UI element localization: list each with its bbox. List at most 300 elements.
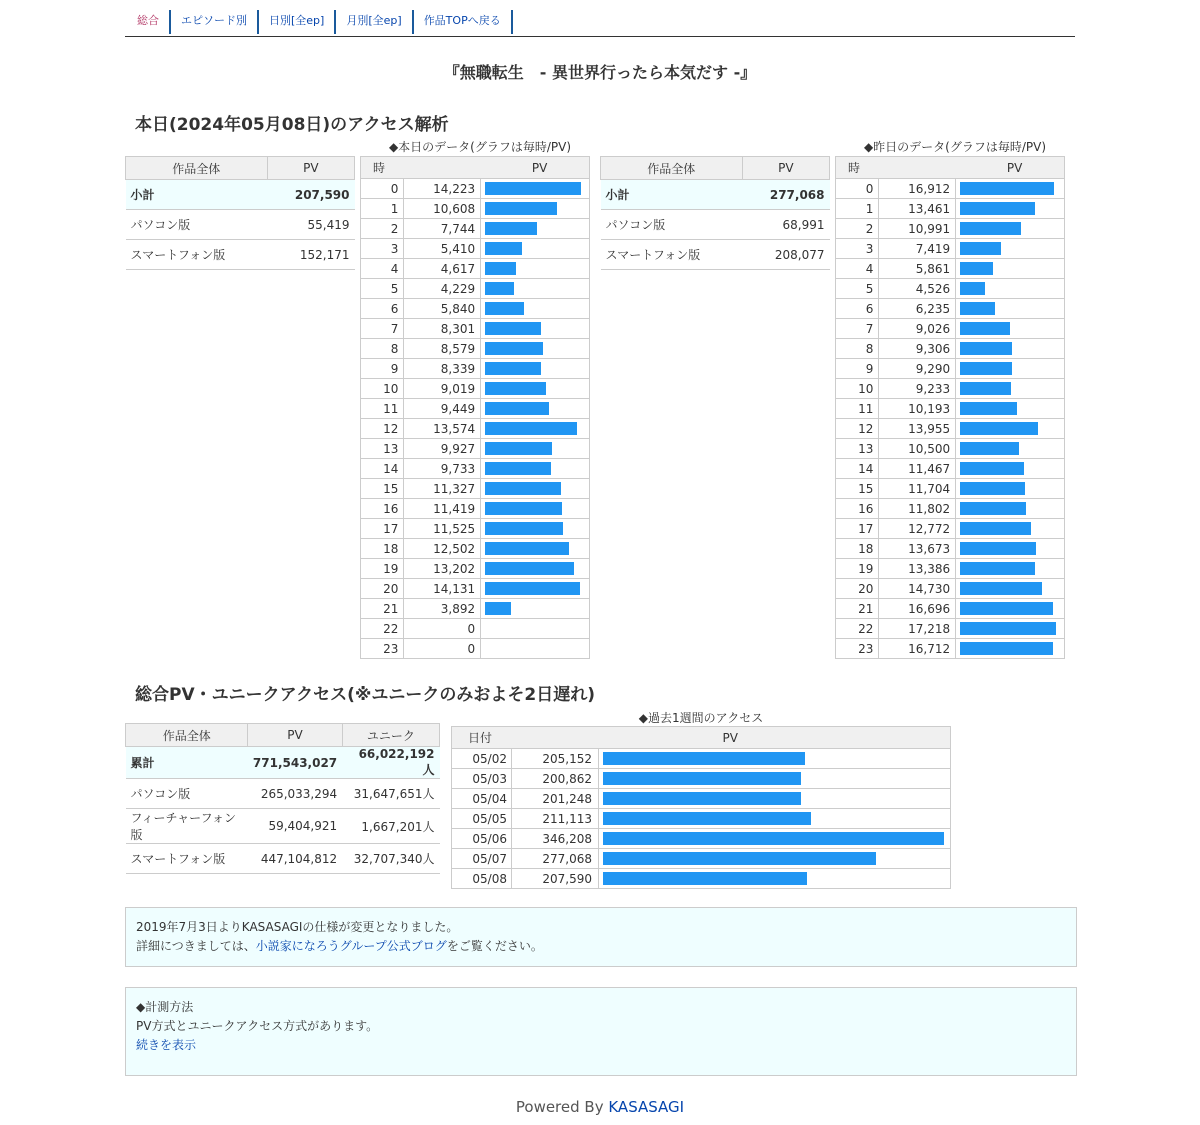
week-pv: 205,152 xyxy=(512,749,599,769)
week-header-date: 日付 xyxy=(452,727,512,749)
hour-label: 13 xyxy=(361,439,404,459)
footer xyxy=(125,1098,1075,1116)
hour-label: 23 xyxy=(361,639,404,659)
hour-bar-cell xyxy=(956,339,1065,359)
hour-bar xyxy=(485,242,522,255)
hour-bar-cell xyxy=(481,539,590,559)
hour-bar xyxy=(960,282,985,295)
hour-bar-cell xyxy=(481,499,590,519)
week-pv: 211,113 xyxy=(512,809,599,829)
hour-row xyxy=(836,459,1065,479)
today-caption: ◆本日のデータ(グラフは毎時/PV) xyxy=(388,140,572,154)
show-more-link[interactable]: 続きを表示 xyxy=(136,1038,197,1052)
week-pv: 207,590 xyxy=(512,869,599,889)
summary-row xyxy=(601,180,830,210)
hour-pv: 6,235 xyxy=(879,299,956,319)
yesterday-hourly-table xyxy=(835,156,1065,659)
hour-label: 5 xyxy=(836,279,879,299)
hour-bar-cell xyxy=(956,399,1065,419)
hour-bar xyxy=(960,542,1036,555)
nav-link[interactable]: 日別[全ep] xyxy=(269,14,325,27)
hour-pv: 16,712 xyxy=(879,639,956,659)
total-unique: 32,707,340人 xyxy=(342,844,439,874)
hour-label: 6 xyxy=(836,299,879,319)
summary-header-pv: PV xyxy=(742,157,829,180)
hour-bar xyxy=(485,182,581,195)
nav-link[interactable]: 総合 xyxy=(137,14,159,27)
total-row xyxy=(126,809,440,844)
page-title: 『無職転生 - 異世界行ったら本気だす -』 xyxy=(443,63,757,82)
week-bar xyxy=(603,852,876,865)
hour-row xyxy=(361,339,590,359)
hour-label: 21 xyxy=(361,599,404,619)
hour-bar-cell xyxy=(956,479,1065,499)
hour-bar-cell xyxy=(481,399,590,419)
hour-bar-cell xyxy=(956,459,1065,479)
summary-header-label: 作品全体 xyxy=(126,157,268,180)
hour-label: 11 xyxy=(361,399,404,419)
hour-bar xyxy=(485,542,569,555)
hour-bar xyxy=(485,382,546,395)
hour-pv: 7,419 xyxy=(879,239,956,259)
week-date: 05/08 xyxy=(452,869,512,889)
hour-pv: 9,026 xyxy=(879,319,956,339)
hour-label: 10 xyxy=(361,379,404,399)
hour-pv: 9,290 xyxy=(879,359,956,379)
week-pv: 277,068 xyxy=(512,849,599,869)
hour-label: 16 xyxy=(361,499,404,519)
hour-pv: 13,673 xyxy=(879,539,956,559)
hour-bar-cell xyxy=(481,259,590,279)
hour-label: 22 xyxy=(836,619,879,639)
hour-bar xyxy=(960,222,1021,235)
week-header-pv: PV xyxy=(512,727,951,749)
hour-pv: 0 xyxy=(404,619,481,639)
hour-row xyxy=(361,219,590,239)
hour-label: 20 xyxy=(836,579,879,599)
hour-pv: 10,608 xyxy=(404,199,481,219)
hour-bar-cell xyxy=(956,359,1065,379)
total-unique: 66,022,192人 xyxy=(342,747,439,779)
hour-bar-cell xyxy=(956,639,1065,659)
hour-row xyxy=(836,259,1065,279)
hour-pv: 8,301 xyxy=(404,319,481,339)
summary-label: パソコン版 xyxy=(126,210,268,240)
summary-label: 小計 xyxy=(601,180,743,210)
nav-list xyxy=(125,10,1075,34)
nav-link[interactable]: 作品TOPへ戻る xyxy=(423,14,501,27)
hour-bar-cell xyxy=(956,579,1065,599)
hour-pv: 7,744 xyxy=(404,219,481,239)
week-date: 05/07 xyxy=(452,849,512,869)
hour-bar-cell xyxy=(956,559,1065,579)
hour-row xyxy=(361,359,590,379)
notice-line2 xyxy=(136,937,1066,956)
hour-bar xyxy=(960,262,993,275)
hour-pv: 3,892 xyxy=(404,599,481,619)
hour-bar xyxy=(960,422,1038,435)
measurement-body: PV方式とユニークアクセス方式があります。 xyxy=(136,1019,379,1033)
hour-bar-cell xyxy=(956,419,1065,439)
week-bar xyxy=(603,792,801,805)
notice-line2-post: をご覧ください。 xyxy=(446,939,543,953)
week-pv: 201,248 xyxy=(512,789,599,809)
hour-bar xyxy=(485,202,557,215)
week-date: 05/05 xyxy=(452,809,512,829)
hour-pv: 13,202 xyxy=(404,559,481,579)
hour-bar xyxy=(960,582,1042,595)
hour-row xyxy=(836,439,1065,459)
hour-row xyxy=(361,379,590,399)
summary-pv: 68,991 xyxy=(742,210,829,240)
footer-text: Powered By xyxy=(515,1098,609,1116)
nav-item[interactable] xyxy=(137,10,171,34)
hour-row xyxy=(836,519,1065,539)
nav-item[interactable] xyxy=(181,10,259,34)
hour-pv: 11,525 xyxy=(404,519,481,539)
hour-row xyxy=(836,359,1065,379)
hour-pv: 9,449 xyxy=(404,399,481,419)
hour-label: 5 xyxy=(361,279,404,299)
hour-row xyxy=(836,619,1065,639)
total-label: パソコン版 xyxy=(126,779,248,809)
week-bar-cell xyxy=(599,789,951,809)
total-header-label: 作品全体 xyxy=(126,724,248,747)
hour-row xyxy=(836,599,1065,619)
week-bar-cell xyxy=(599,829,951,849)
hour-bar-cell xyxy=(481,279,590,299)
measurement-notice xyxy=(125,987,1077,1076)
hour-pv: 8,579 xyxy=(404,339,481,359)
hour-bar-cell xyxy=(956,539,1065,559)
hour-label: 0 xyxy=(836,179,879,199)
nav-item[interactable] xyxy=(269,10,336,34)
hour-pv: 16,912 xyxy=(879,179,956,199)
total-header-pv: PV xyxy=(248,724,342,747)
hour-pv: 14,131 xyxy=(404,579,481,599)
hour-bar-cell xyxy=(481,359,590,379)
total-label: フィーチャーフォン版 xyxy=(126,809,248,844)
week-bar xyxy=(603,832,944,845)
total-row xyxy=(126,747,440,779)
summary-pv: 208,077 xyxy=(742,240,829,270)
summary-pv: 277,068 xyxy=(742,180,829,210)
hour-row xyxy=(836,559,1065,579)
hour-pv: 8,339 xyxy=(404,359,481,379)
hour-label: 1 xyxy=(836,199,879,219)
nav-item[interactable] xyxy=(346,10,413,34)
hour-pv: 5,840 xyxy=(404,299,481,319)
hour-bar-cell xyxy=(481,519,590,539)
hour-pv: 14,223 xyxy=(404,179,481,199)
hour-pv: 9,233 xyxy=(879,379,956,399)
hour-bar xyxy=(960,402,1017,415)
hour-bar-cell xyxy=(956,379,1065,399)
kasasagi-link[interactable]: KASASAGI xyxy=(608,1098,685,1116)
pv-header: PV xyxy=(879,157,1065,179)
hour-row xyxy=(361,579,590,599)
notice-line1: 2019年7月3日よりKASASAGIの仕様が変更となりました。 xyxy=(136,920,459,934)
hour-label: 3 xyxy=(361,239,404,259)
hour-label: 17 xyxy=(361,519,404,539)
hour-label: 15 xyxy=(836,479,879,499)
hour-row xyxy=(836,499,1065,519)
nav-link[interactable]: 月別[全ep] xyxy=(346,14,402,27)
week-bar xyxy=(603,812,811,825)
hour-bar xyxy=(485,602,511,615)
week-bar-cell xyxy=(599,869,951,889)
summary-pv: 207,590 xyxy=(267,180,354,210)
hour-bar-cell xyxy=(956,239,1065,259)
week-date: 05/03 xyxy=(452,769,512,789)
hour-label: 22 xyxy=(361,619,404,639)
hour-pv: 4,229 xyxy=(404,279,481,299)
week-row xyxy=(452,789,951,809)
summary-pv: 152,171 xyxy=(267,240,354,270)
hour-label: 8 xyxy=(836,339,879,359)
week-caption: ◆過去1週間のアクセス xyxy=(638,711,764,725)
total-table xyxy=(125,723,440,874)
hour-bar-cell xyxy=(956,619,1065,639)
pv-header: PV xyxy=(404,157,590,179)
week-row xyxy=(452,829,951,849)
hour-bar-cell xyxy=(481,239,590,259)
hour-bar-cell xyxy=(956,319,1065,339)
hour-label: 9 xyxy=(361,359,404,379)
hour-bar xyxy=(960,642,1053,655)
hour-row xyxy=(836,299,1065,319)
summary-label: スマートフォン版 xyxy=(126,240,268,270)
today-hourly-table xyxy=(360,156,590,659)
hour-pv: 9,927 xyxy=(404,439,481,459)
today-heading: 本日(2024年05月08日)のアクセス解析 xyxy=(135,115,449,135)
hour-bar xyxy=(960,462,1024,475)
hour-row xyxy=(361,639,590,659)
hour-pv: 5,410 xyxy=(404,239,481,259)
summary-row xyxy=(601,240,830,270)
week-date: 05/02 xyxy=(452,749,512,769)
hour-bar xyxy=(485,482,561,495)
hour-pv: 11,704 xyxy=(879,479,956,499)
hour-label: 18 xyxy=(836,539,879,559)
hour-label: 2 xyxy=(361,219,404,239)
hour-bar xyxy=(960,562,1035,575)
hour-bar xyxy=(960,322,1010,335)
hour-pv: 12,772 xyxy=(879,519,956,539)
total-heading: 総合PV・ユニークアクセス(※ユニークのみおよそ2日遅れ) xyxy=(135,685,595,705)
hour-bar xyxy=(485,522,563,535)
total-pv: 447,104,812 xyxy=(248,844,342,874)
hour-row xyxy=(361,499,590,519)
hour-label: 14 xyxy=(836,459,879,479)
hour-bar-cell xyxy=(956,499,1065,519)
hour-label: 20 xyxy=(361,579,404,599)
hour-bar-cell xyxy=(481,339,590,359)
total-label: 累計 xyxy=(126,747,248,779)
hour-label: 23 xyxy=(836,639,879,659)
hour-row xyxy=(361,619,590,639)
hour-row xyxy=(361,599,590,619)
hour-bar xyxy=(960,242,1001,255)
hour-bar xyxy=(485,342,543,355)
hour-bar-cell xyxy=(481,299,590,319)
hour-label: 4 xyxy=(836,259,879,279)
hour-row xyxy=(361,459,590,479)
hour-row xyxy=(361,399,590,419)
hour-label: 16 xyxy=(836,499,879,519)
hour-pv: 4,617 xyxy=(404,259,481,279)
hour-row xyxy=(361,259,590,279)
week-bar-cell xyxy=(599,769,951,789)
hour-bar-cell xyxy=(481,479,590,499)
hour-bar xyxy=(485,442,552,455)
hour-label: 9 xyxy=(836,359,879,379)
hour-label: 6 xyxy=(361,299,404,319)
yesterday-caption: ◆昨日のデータ(グラフは毎時/PV) xyxy=(863,140,1047,154)
week-bar xyxy=(603,872,807,885)
total-unique: 31,647,651人 xyxy=(342,779,439,809)
hour-pv: 10,193 xyxy=(879,399,956,419)
hour-label: 11 xyxy=(836,399,879,419)
hour-label: 8 xyxy=(361,339,404,359)
hour-pv: 0 xyxy=(404,639,481,659)
hour-bar-cell xyxy=(956,259,1065,279)
hour-label: 19 xyxy=(361,559,404,579)
week-pv: 346,208 xyxy=(512,829,599,849)
hour-pv: 13,955 xyxy=(879,419,956,439)
summary-header-label: 作品全体 xyxy=(601,157,743,180)
hour-label: 17 xyxy=(836,519,879,539)
hour-bar xyxy=(485,362,541,375)
hour-row xyxy=(361,479,590,499)
hour-row xyxy=(836,219,1065,239)
summary-row xyxy=(126,180,355,210)
hour-label: 2 xyxy=(836,219,879,239)
hour-bar xyxy=(485,402,549,415)
summary-label: スマートフォン版 xyxy=(601,240,743,270)
hour-bar-cell xyxy=(481,179,590,199)
official-blog-link[interactable]: 小説家になろうグループ公式ブログ xyxy=(255,939,447,953)
spec-change-notice xyxy=(125,907,1077,967)
hour-bar xyxy=(960,482,1025,495)
hour-pv: 10,500 xyxy=(879,439,956,459)
week-date: 05/06 xyxy=(452,829,512,849)
hour-label: 15 xyxy=(361,479,404,499)
hour-row xyxy=(361,519,590,539)
hour-bar xyxy=(485,282,514,295)
yesterday-summary-table xyxy=(600,156,830,270)
hour-pv: 12,502 xyxy=(404,539,481,559)
nav-item[interactable] xyxy=(424,10,513,34)
hour-bar-cell xyxy=(481,619,590,639)
hour-row xyxy=(361,319,590,339)
total-unique: 1,667,201人 xyxy=(342,809,439,844)
hour-bar xyxy=(960,362,1012,375)
hour-pv: 5,861 xyxy=(879,259,956,279)
summary-row xyxy=(126,210,355,240)
hour-row xyxy=(836,339,1065,359)
hour-bar-cell xyxy=(481,319,590,339)
hour-bar-cell xyxy=(956,519,1065,539)
hour-row xyxy=(361,199,590,219)
hour-label: 19 xyxy=(836,559,879,579)
week-row xyxy=(452,809,951,829)
hour-pv: 9,019 xyxy=(404,379,481,399)
hour-label: 3 xyxy=(836,239,879,259)
hour-label: 18 xyxy=(361,539,404,559)
top-nav xyxy=(125,10,1075,37)
hour-label: 7 xyxy=(836,319,879,339)
hour-bar xyxy=(960,302,995,315)
hour-bar-cell xyxy=(956,279,1065,299)
hour-bar xyxy=(485,562,574,575)
hour-bar-cell xyxy=(481,599,590,619)
hour-row xyxy=(361,279,590,299)
hour-label: 21 xyxy=(836,599,879,619)
hour-header: 時 xyxy=(836,157,879,179)
hour-row xyxy=(836,579,1065,599)
week-row xyxy=(452,869,951,889)
hour-bar xyxy=(485,582,580,595)
hour-pv: 11,327 xyxy=(404,479,481,499)
total-header-unique: ユニーク xyxy=(342,724,439,747)
hour-row xyxy=(836,379,1065,399)
total-row xyxy=(126,844,440,874)
hour-bar-cell xyxy=(481,219,590,239)
hour-header: 時 xyxy=(361,157,404,179)
hour-row xyxy=(361,419,590,439)
hour-bar xyxy=(485,302,524,315)
hour-bar-cell xyxy=(956,439,1065,459)
hour-row xyxy=(836,319,1065,339)
hour-bar xyxy=(960,602,1053,615)
hour-pv: 13,461 xyxy=(879,199,956,219)
hour-bar xyxy=(485,322,541,335)
hour-bar xyxy=(960,182,1054,195)
summary-row xyxy=(601,210,830,240)
measurement-title: ◆計測方法 xyxy=(136,1000,194,1014)
week-bar xyxy=(603,752,805,765)
hour-row xyxy=(361,539,590,559)
week-row xyxy=(452,849,951,869)
hour-bar xyxy=(960,522,1031,535)
week-row xyxy=(452,769,951,789)
hour-label: 4 xyxy=(361,259,404,279)
week-pv: 200,862 xyxy=(512,769,599,789)
hour-bar-cell xyxy=(956,299,1065,319)
hour-bar-cell xyxy=(481,559,590,579)
hour-bar xyxy=(485,422,577,435)
hour-pv: 16,696 xyxy=(879,599,956,619)
hour-pv: 13,574 xyxy=(404,419,481,439)
hour-label: 7 xyxy=(361,319,404,339)
week-bar-cell xyxy=(599,809,951,829)
hour-bar xyxy=(960,202,1035,215)
hour-bar xyxy=(960,342,1012,355)
hour-bar-cell xyxy=(956,179,1065,199)
total-pv: 59,404,921 xyxy=(248,809,342,844)
hour-label: 12 xyxy=(836,419,879,439)
summary-header-pv: PV xyxy=(267,157,354,180)
total-pv: 771,543,027 xyxy=(248,747,342,779)
hour-row xyxy=(836,179,1065,199)
hour-bar-cell xyxy=(956,199,1065,219)
hour-row xyxy=(836,399,1065,419)
hour-bar xyxy=(485,222,537,235)
nav-link[interactable]: エピソード別 xyxy=(181,14,247,27)
hour-pv: 11,467 xyxy=(879,459,956,479)
hour-bar-cell xyxy=(481,639,590,659)
